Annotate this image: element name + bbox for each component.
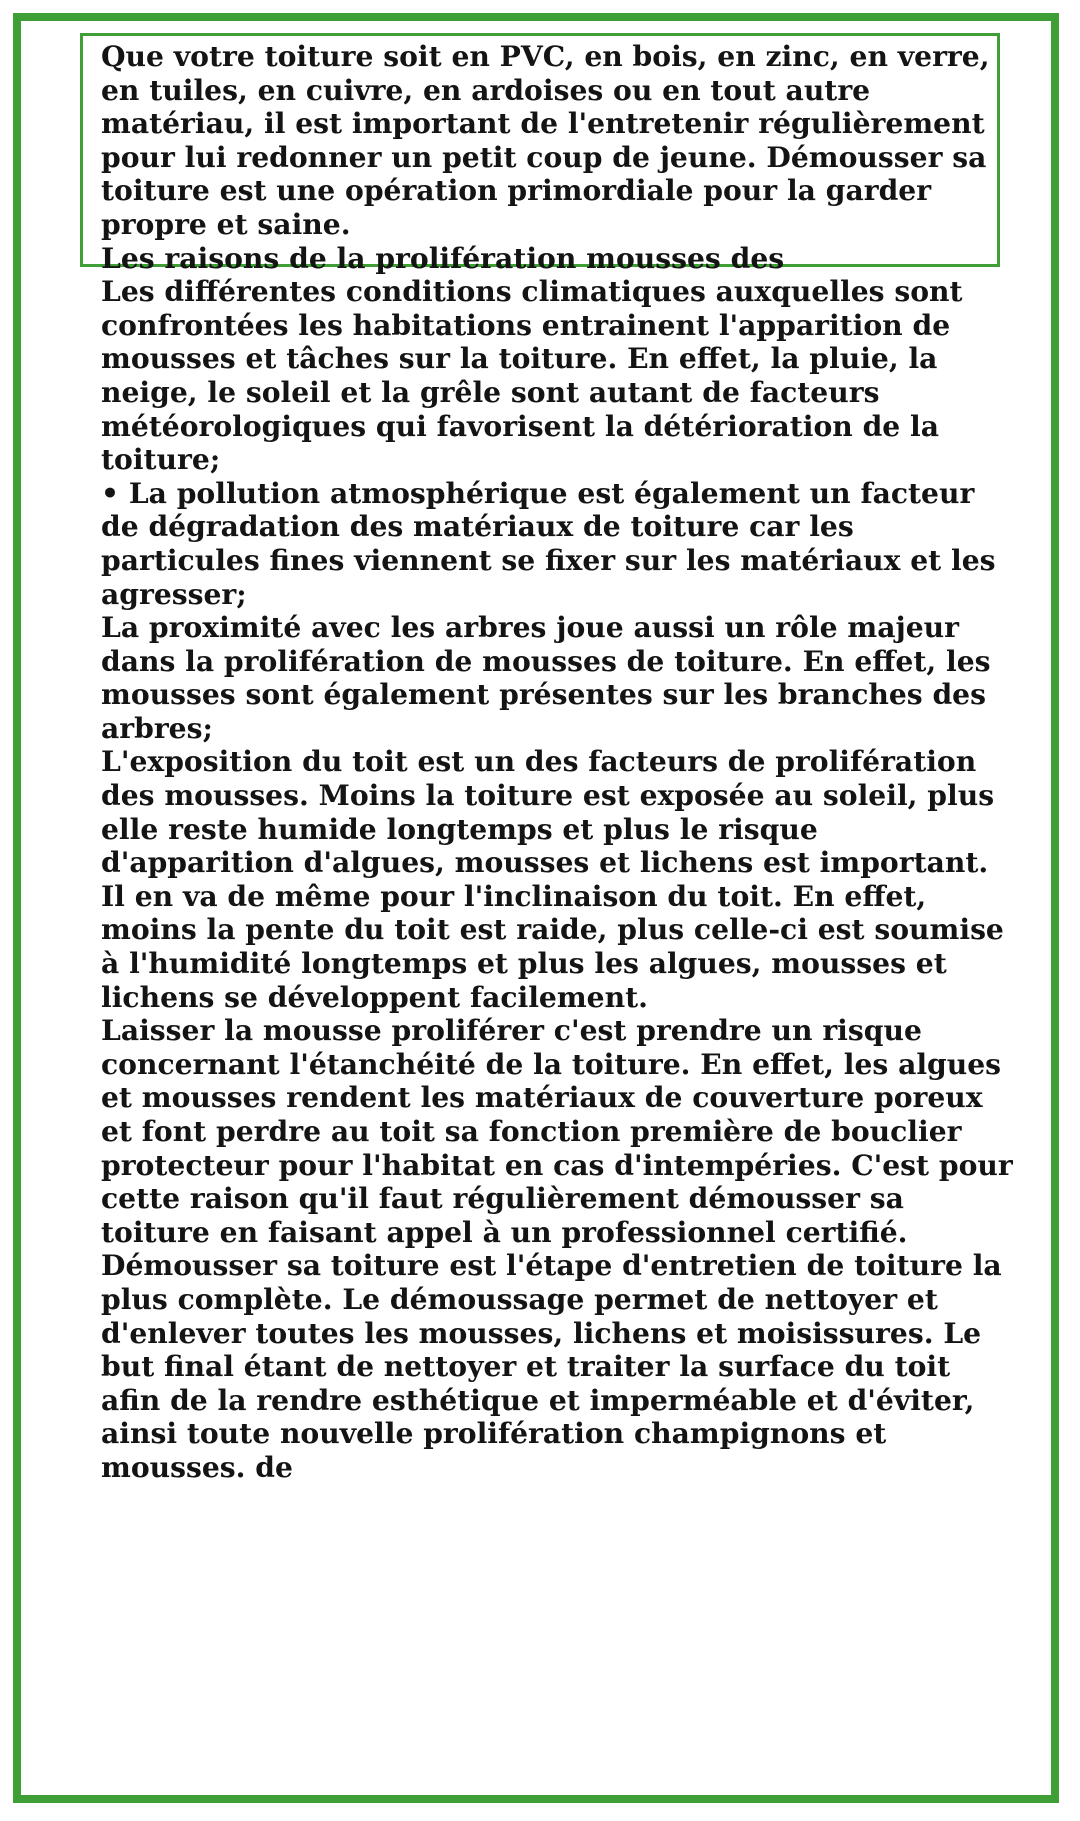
paragraph-exposure: L'exposition du toit est un des facteurs de prolifération des mousses. Moins la toiture est exposée au soleil, plus elle reste humide longtemps et plus le risque d'apparition d'algues, mousses et lichens est important. Il en va de même pour l'inclinaison du toit. En effet, moins la pente du toit est raide, plus celle-ci est soumise à l'humidité longtemps et plus les algues, mousses et lichens se développent facilement. bbox=[101, 745, 1004, 1014]
paragraph-pollution: • La pollution atmosphérique est également un facteur de dégradation des matériaux de toiture car les particules fines viennent se fixer sur les matériaux et les agresser; bbox=[101, 476, 996, 611]
intro-paragraph: Que votre toiture soit en PVC, en bois, en zinc, en verre, en tuiles, en cuivre, en ardoises ou en tout autre matériau, il est important de l'entretenir régulièrement pour lui redonner un petit coup de jeune. Démousser sa toiture est une opération primordiale pour la garder propre et saine. bbox=[101, 40, 990, 241]
paragraph-trees: La proximité avec les arbres joue aussi un rôle majeur dans la prolifération de mousses de toiture. En effet, les mousses sont également présentes sur les branches des arbres; bbox=[101, 611, 991, 745]
section-heading: Les raisons de la prolifération mousses des bbox=[101, 241, 785, 275]
paragraph-demoussage: Démousser sa toiture est l'étape d'entretien de toiture la plus complète. Le démoussage permet de nettoyer et d'enlever toutes les mousses, lichens et moisissures. Le but final étant de nettoyer et traiter la surface du toit afin de la rendre esthétique et imperméable et d'éviter, ainsi toute nouvelle prolifération champignons et mousses. de bbox=[101, 1249, 1002, 1484]
article-body bbox=[101, 40, 1019, 1485]
paragraph-risk: Laisser la mousse proliférer c'est prendre un risque concernant l'étanchéité de la toiture. En effet, les algues et mousses rendent les matériaux de couverture poreux et font perdre au toit sa fonction première de bouclier protecteur pour l'habitat en cas d'intempéries. C'est pour cette raison qu'il faut régulièrement démousser sa toiture en faisant appel à un professionnel certifié. bbox=[101, 1014, 1013, 1249]
paragraph-climate: Les différentes conditions climatiques auxquelles sont confrontées les habitations entrainent l'apparition de mousses et tâches sur la toiture. En effet, la pluie, la neige, le soleil et la grêle sont autant de facteurs météorologiques qui favorisent la détérioration de la toiture; bbox=[101, 275, 963, 477]
